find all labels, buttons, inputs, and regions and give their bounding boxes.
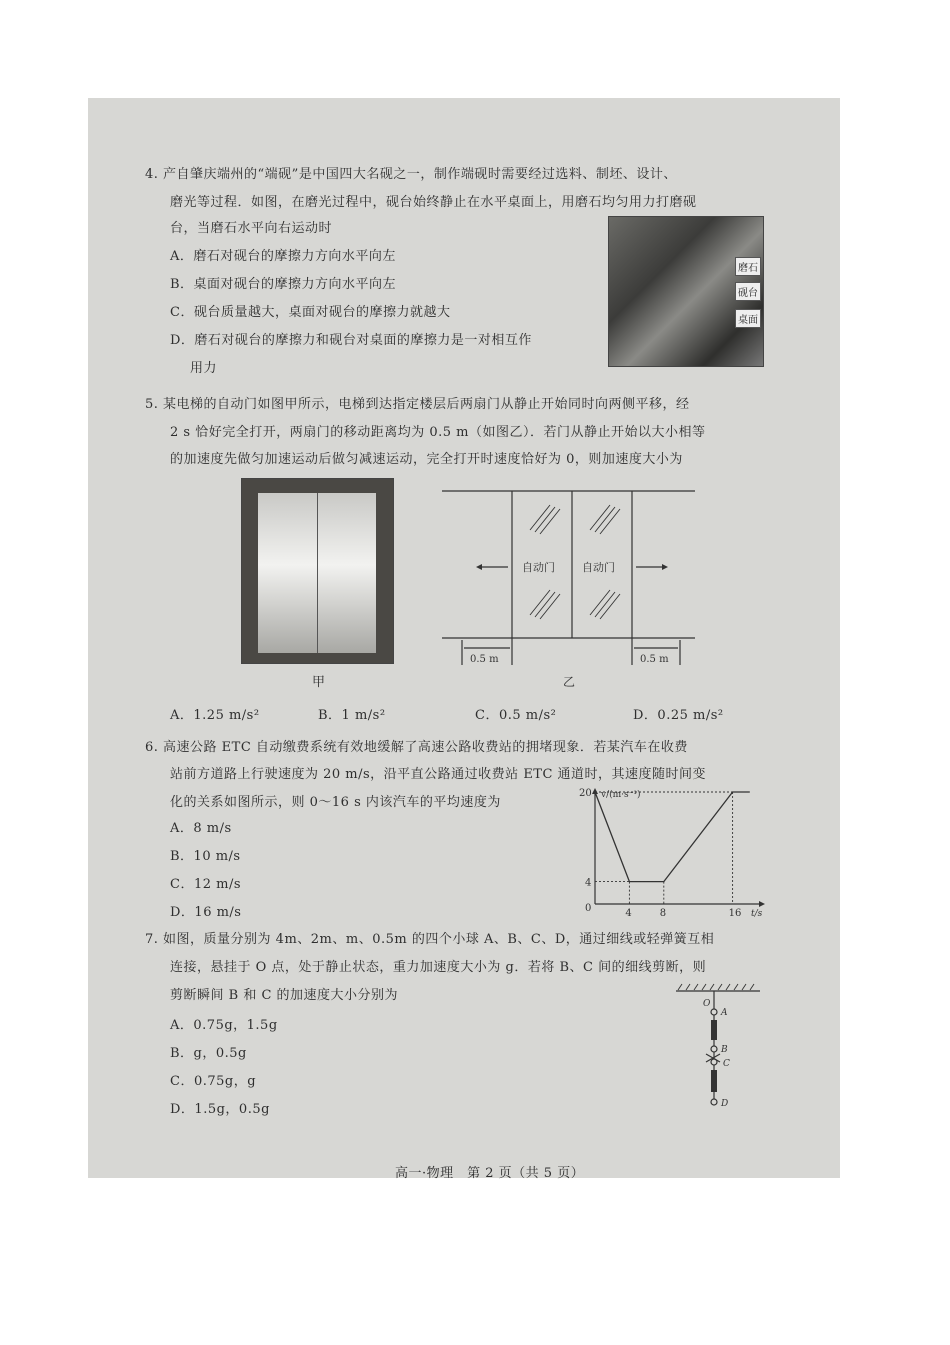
label-a: A <box>721 1008 728 1018</box>
distance-label-right: 0.5 m <box>640 654 669 665</box>
q5-option-b: B．1 m/s² <box>318 708 386 723</box>
q7-line-3: 剪断瞬间 B 和 C 的加速度大小分别为 <box>170 988 399 1003</box>
q7-line-1: 7. 如图，质量分别为 4m、2m、m、0.5m 的四个小球 A、B、C、D，通过细线或轻弹簧互相 <box>145 932 715 947</box>
q7-option-a: A．0.75g，1.5g <box>170 1018 278 1033</box>
photo-label-table: 桌面 <box>735 309 761 328</box>
fig-b-label: 乙 <box>563 675 576 689</box>
q5-option-c: C．0.5 m/s² <box>475 708 557 723</box>
t-tick-label: 16 <box>728 908 742 918</box>
origin-label: 0 <box>585 903 592 914</box>
spring-ball-diagram <box>670 982 770 1114</box>
q5-option-d: D．0.25 m/s² <box>633 708 724 723</box>
label-b: B <box>721 1045 728 1055</box>
t-axis-label: t/s <box>751 909 763 918</box>
v-tick-label: 4 <box>585 877 592 889</box>
page-footer: 高一·物理 第 2 页（共 5 页） <box>395 1166 585 1181</box>
distance-label-left: 0.5 m <box>470 654 499 665</box>
elevator-photo <box>241 478 394 664</box>
photo-label-grindstone: 磨石 <box>735 257 761 276</box>
q5-line-3: 的加速度先做匀加速运动后做匀减速运动，完全打开时速度恰好为 0，则加速度大小为 <box>170 452 683 467</box>
label-d: D <box>721 1099 729 1109</box>
q4-option-c: C．砚台质量越大，桌面对砚台的摩擦力就越大 <box>170 305 451 320</box>
q6-line-2: 站前方道路上行驶速度为 20 m/s，沿平直公路通过收费站 ETC 通道时，其速度随时间变 <box>170 767 707 782</box>
q5-line-2: 2 s 恰好完全打开，两扇门的移动距离均为 0.5 m（如图乙）．若门从静止开始以大小相等 <box>170 425 706 440</box>
fig-a-label: 甲 <box>312 675 326 690</box>
label-o: O <box>703 999 711 1009</box>
q4-option-b: B．桌面对砚台的摩擦力方向水平向左 <box>170 277 397 292</box>
t-tick-label: 8 <box>659 908 667 918</box>
q6-line-3: 化的关系如图所示，则 0～16 s 内该汽车的平均速度为 <box>170 795 501 810</box>
q7-line-2: 连接，悬挂于 O 点，处于静止状态，重力加速度大小为 g．若将 B、C 间的细线剪断，则 <box>170 960 707 975</box>
inkstone-photo <box>608 216 764 367</box>
q7-option-b: B．g，0.5g <box>170 1046 247 1061</box>
velocity-line <box>595 792 750 882</box>
q4-line-2: 磨光等过程．如图，在磨光过程中，砚台始终静止在水平桌面上，用磨石均匀用力打磨砚 <box>170 195 697 210</box>
q7-option-c: C．0.75g，g <box>170 1074 257 1089</box>
q6-option-c: C．12 m/s <box>170 877 241 892</box>
q4-line-3: 台，当磨石水平向右运动时 <box>170 221 333 236</box>
q6-option-b: B．10 m/s <box>170 849 241 864</box>
q7-option-d: D．1.5g，0.5g <box>170 1102 270 1117</box>
velocity-time-graph <box>575 783 770 918</box>
q4-option-d-cont: 用力 <box>190 361 218 376</box>
photo-label-inkstone: 砚台 <box>735 282 761 301</box>
q4-line-1: 4. 产自肇庆端州的“端砚”是中国四大名砚之一，制作端砚时需要经过选料、制坯、设计、 <box>145 167 677 182</box>
q6-option-d: D．16 m/s <box>170 905 242 920</box>
v-axis-label: v/(m·s⁻¹) <box>601 790 641 800</box>
door-diagram <box>430 480 710 690</box>
q5-line-1: 5. 某电梯的自动门如图甲所示，电梯到达指定楼层后两扇门从静止开始同时向两侧平移，经 <box>145 397 690 412</box>
q5-option-a: A．1.25 m/s² <box>170 708 260 723</box>
v-tick-label: 20 <box>579 788 592 799</box>
t-tick-label: 4 <box>625 908 632 918</box>
door-label-right: 自动门 <box>582 561 615 574</box>
q4-option-a: A．磨石对砚台的摩擦力方向水平向左 <box>170 249 396 264</box>
q6-option-a: A．8 m/s <box>170 821 232 836</box>
q6-line-1: 6. 高速公路 ETC 自动缴费系统有效地缓解了高速公路收费站的拥堵现象．若某汽车在收费 <box>145 740 688 755</box>
label-c: C <box>723 1059 730 1069</box>
q4-option-d: D．磨石对砚台的摩擦力和砚台对桌面的摩擦力是一对相互作 <box>170 333 532 348</box>
door-label-left: 自动门 <box>522 561 555 574</box>
